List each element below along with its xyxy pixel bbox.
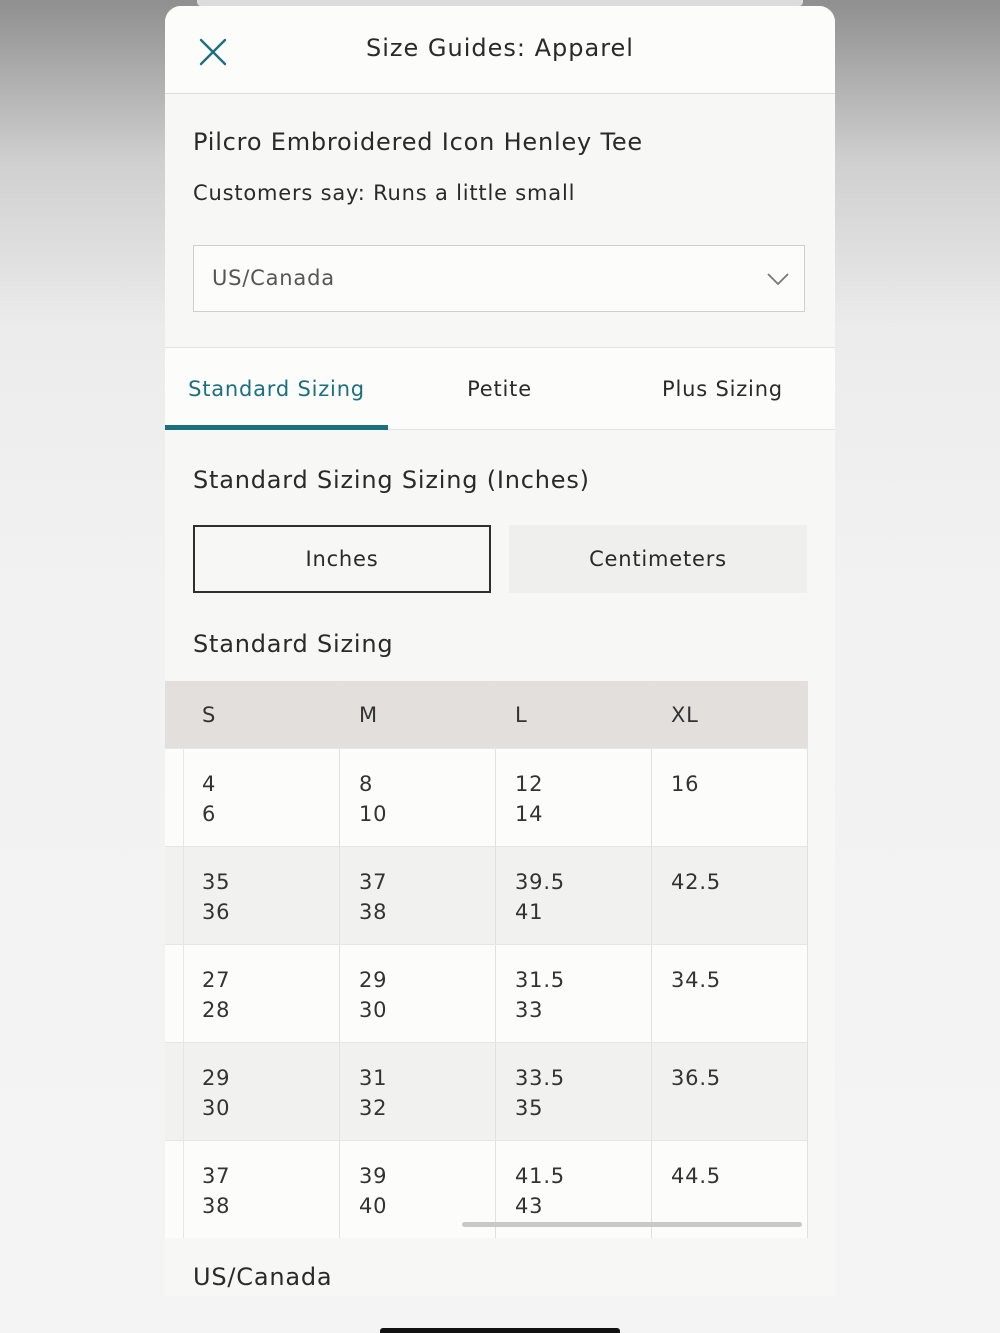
region-select[interactable]	[193, 245, 805, 312]
modal-title: Size Guides: Apparel	[366, 34, 634, 62]
column-header-s: S	[202, 702, 217, 727]
table-row	[165, 1042, 807, 1140]
table-cell: 36.5	[651, 1043, 807, 1140]
table-row	[165, 846, 807, 944]
table-cell: 37 38	[165, 1141, 339, 1238]
size-guide-modal	[165, 6, 835, 1296]
table-cell: 31.5 33	[495, 945, 651, 1042]
table-cell: 29 30	[165, 1043, 339, 1140]
table-cell: 29 30	[339, 945, 495, 1042]
table-cell: 33.5 35	[495, 1043, 651, 1140]
table-cell: 31 32	[339, 1043, 495, 1140]
chevron-down-icon	[766, 270, 790, 288]
tab-standard-sizing[interactable]: Standard Sizing	[165, 348, 388, 429]
table-header-row	[165, 681, 807, 748]
table-cell: 27 28	[165, 945, 339, 1042]
table-cell: 35 36	[165, 847, 339, 944]
region-footer-heading: US/Canada	[193, 1263, 333, 1291]
modal-header	[165, 6, 835, 94]
fit-feedback: Customers say: Runs a little small	[193, 181, 576, 205]
column-header-m: M	[339, 681, 495, 748]
table-cell: 39.5 41	[495, 847, 651, 944]
table-cell: 39 40	[339, 1141, 495, 1238]
section-heading: Standard Sizing Sizing (Inches)	[193, 466, 590, 494]
tab-petite[interactable]: Petite	[467, 376, 532, 401]
table-title: Standard Sizing	[193, 630, 394, 658]
table-cell: 37 38	[339, 847, 495, 944]
inches-button[interactable]: Inches	[193, 525, 491, 593]
table-cell: 34.5	[651, 945, 807, 1042]
column-header-l: L	[495, 681, 651, 748]
table-cell: 8 10	[339, 749, 495, 846]
home-indicator	[380, 1328, 620, 1333]
table-horizontal-scrollbar[interactable]	[462, 1222, 802, 1227]
region-select-value: US/Canada	[212, 266, 335, 290]
table-row	[165, 944, 807, 1042]
centimeters-button[interactable]: Centimeters	[509, 525, 807, 593]
sizing-tabs	[165, 347, 835, 430]
table-cell: 4 6	[165, 749, 339, 846]
column-header-xl: XL	[651, 681, 807, 748]
table-cell: 41.5 43	[495, 1141, 651, 1238]
table-cell: 12 14	[495, 749, 651, 846]
table-cell: 16	[651, 749, 807, 846]
table-cell: 42.5	[651, 847, 807, 944]
table-cell: 44.5	[651, 1141, 807, 1238]
product-name: Pilcro Embroidered Icon Henley Tee	[193, 128, 643, 156]
tab-plus-sizing[interactable]: Plus Sizing	[662, 376, 783, 401]
table-row	[165, 748, 807, 846]
size-table[interactable]	[165, 681, 808, 1238]
